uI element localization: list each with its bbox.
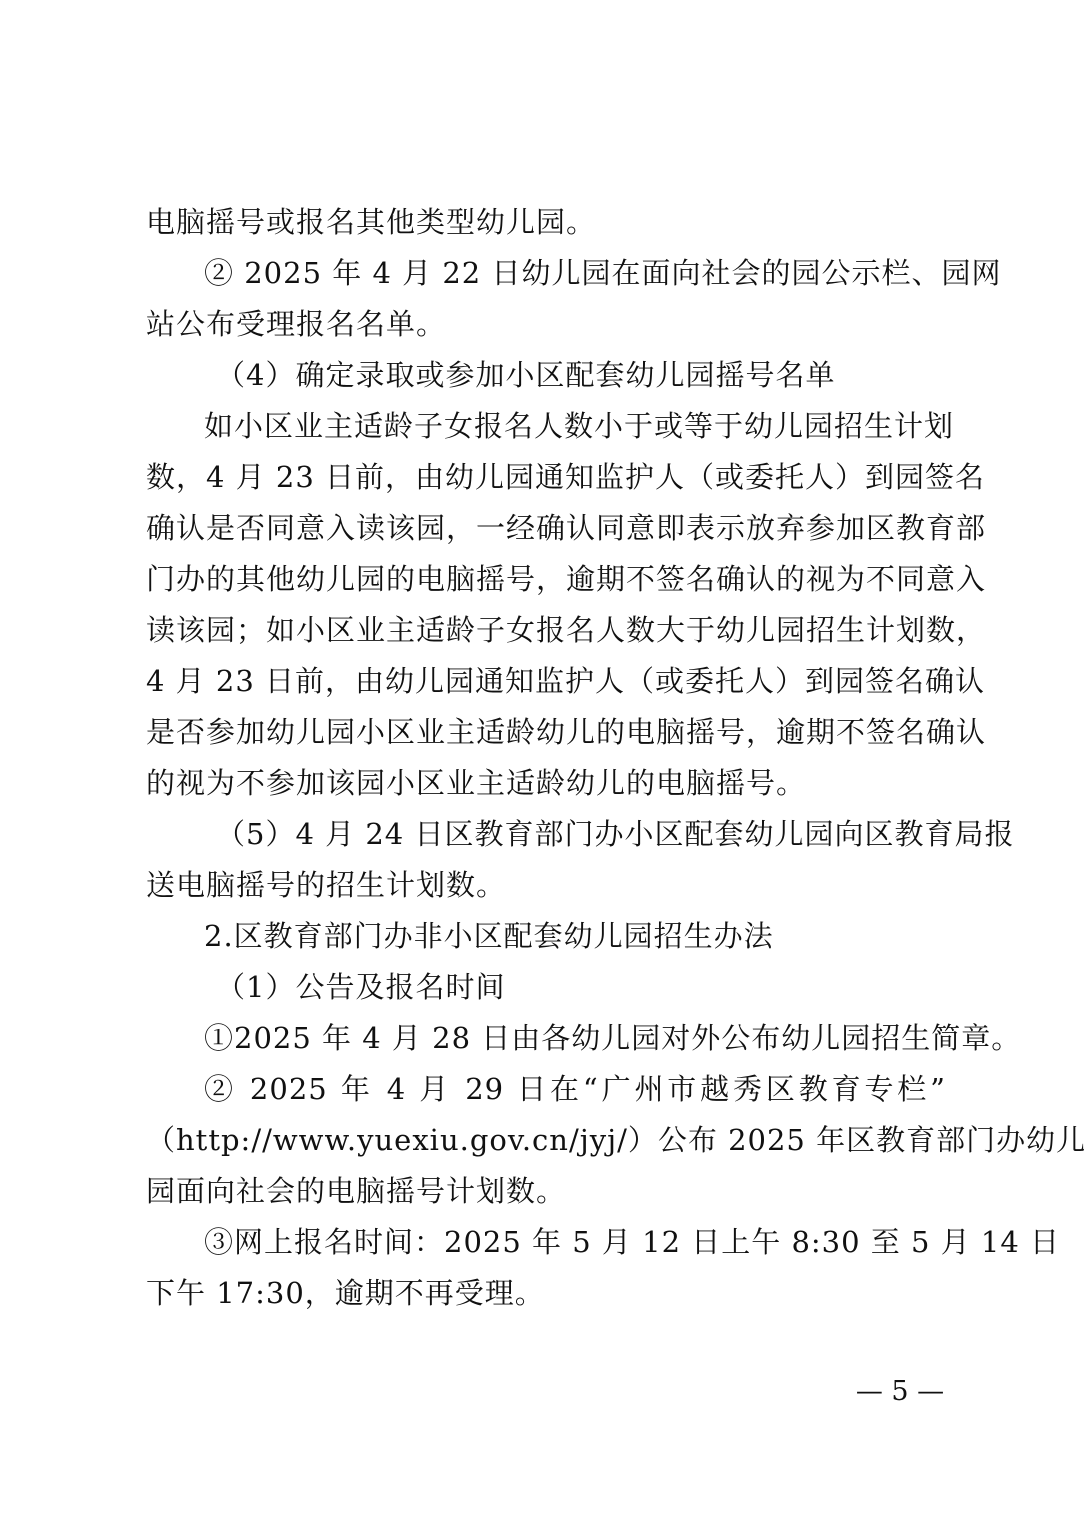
page-number: — 5 — [855,1376,945,1407]
text-line: （5）4 月 24 日区教育部门办小区配套幼儿园向区教育局报 [216,817,1015,851]
text-line: 园面向社会的电脑摇号计划数。 [146,1174,567,1208]
text-line: 是否参加幼儿园小区业主适龄幼儿的电脑摇号，逾期不签名确认 [146,715,987,749]
text-line: 站公布受理报名名单。 [146,307,447,341]
text-line: 送电脑摇号的招生计划数。 [146,868,507,902]
text-line: 数，4 月 23 日前，由幼儿园通知监护人（或委托人）到园签名 [146,460,986,494]
text-line: 的视为不参加该园小区业主适龄幼儿的电脑摇号。 [146,766,807,800]
text-line: 读该园；如小区业主适龄子女报名人数大于幼儿园招生计划数， [146,613,987,647]
text-line: ② 2025 年 4 月 22 日幼儿园在面向社会的园公示栏、园网 [204,256,1002,290]
section-heading: （1）公告及报名时间 [216,970,506,1004]
text-line: 4 月 23 日前，由幼儿园通知监护人（或委托人）到园签名确认 [146,664,986,698]
section-heading: （4）确定录取或参加小区配套幼儿园摇号名单 [216,358,836,392]
text-line: ② 2025 年 4 月 29 日在“广州市越秀区教育专栏” [204,1072,946,1106]
text-line: 门办的其他幼儿园的电脑摇号，逾期不签名确认的视为不同意入 [146,562,987,596]
text-line: ①2025 年 4 月 28 日由各幼儿园对外公布幼儿园招生简章。 [204,1021,1022,1055]
text-line: 下午 17:30，逾期不再受理。 [146,1276,545,1310]
text-line: 电脑摇号或报名其他类型幼儿园。 [146,205,597,239]
text-line: （http://www.yuexiu.gov.cn/jyj/）公布 2025 年区教育部门办幼儿 [146,1123,1086,1157]
section-heading: 2.区教育部门办非小区配套幼儿园招生办法 [204,919,774,953]
text-line: 如小区业主适龄子女报名人数小于或等于幼儿园招生计划 [204,409,955,443]
text-line: ③网上报名时间：2025 年 5 月 12 日上午 8:30 至 5 月 14 日 [204,1225,1061,1259]
text-line: 确认是否同意入读该园，一经确认同意即表示放弃参加区教育部 [146,511,987,545]
